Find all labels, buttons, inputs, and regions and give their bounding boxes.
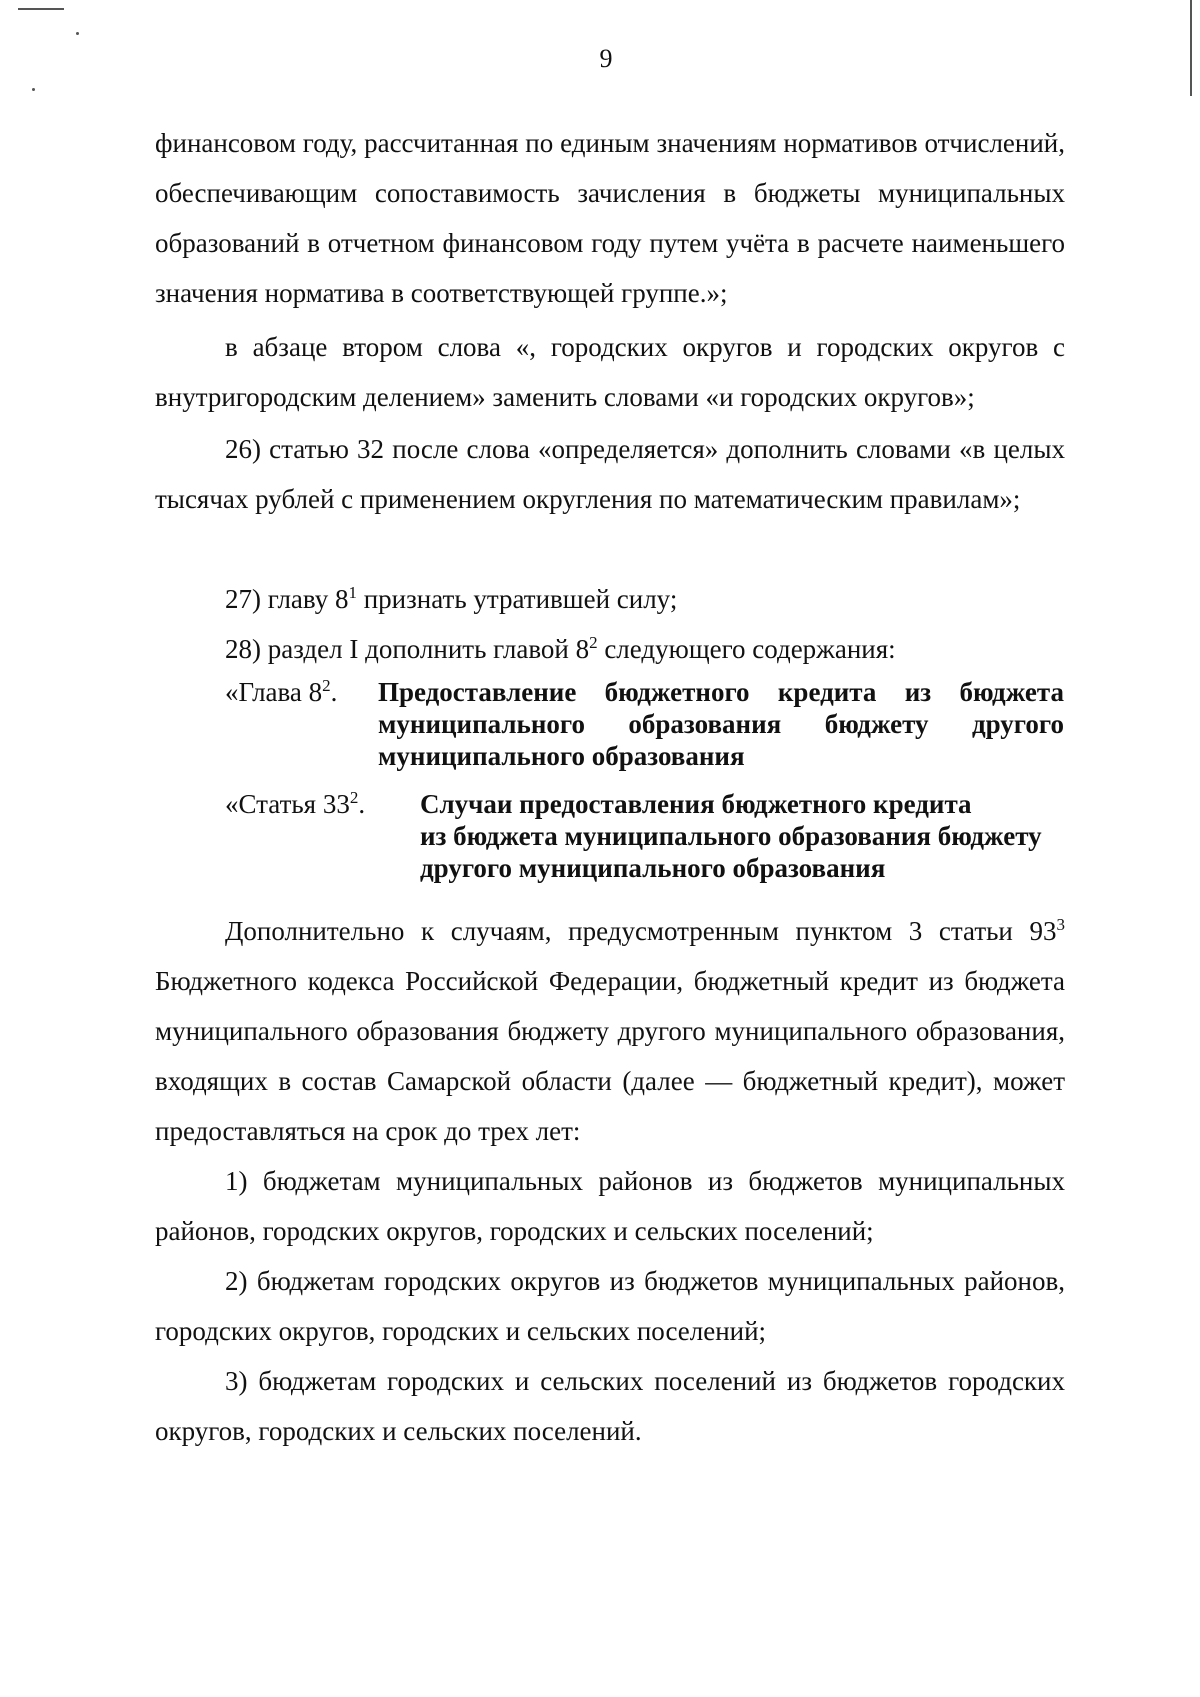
article-label: «Статья $33^2$. [225,788,366,819]
paragraph-case-3: 3) бюджетам городских и сельских поселений из бюджетов городских округов, городских и сельских поселений. [155,1366,1065,1446]
page-number: 9 [599,44,613,73]
chapter-title: Предоставление бюджетного кредита из бюджета муниципального образования бюджету другого муниципального образования [378,677,1064,771]
paragraph-article-body: Дополнительно к случаям, предусмотренным пунктом 3 статьи $93^3$ Бюджетного кодекса Российской Федерации, бюджетный кредит из бюджета муниципального образования бюджету другого муниципального образования, входящих в состав Самарской области (далее — бюджетный кредит), может предоставляться на срок до трех лет: [155,915,1065,1146]
scan-artifact-line [18,8,64,10]
paragraph-item-28: 28) раздел I дополнить главой $8^2$ следующего содержания: [225,633,896,664]
paragraph-item-27: 27) главу $8^1$ признать утратившей силу; [225,583,678,614]
paragraph-amendment-second-abzac: в абзаце втором слова «, городских округов и городских округов с внутригородским делением» заменить словами «и городских округов»; [155,332,1065,412]
paragraph-continuation: финансовом году, рассчитанная по единым значениям нормативов отчислений, обеспечивающим сопоставимость зачисления в бюджеты муниципальных образований в отчетном финансовом году путем учёта в расчете наименьшего значения норматива в соответствующей группе.»; [155,128,1065,308]
paragraph-case-1: 1) бюджетам муниципальных районов из бюджетов муниципальных районов, городских округов, городских и сельских поселений; [155,1166,1065,1246]
article-title-line-3: другого муниципального образования [420,853,886,883]
scan-artifact-dot [76,32,79,35]
article-title-line-1: Случаи предоставления бюджетного кредита [420,789,972,819]
scan-artifact-dot [32,88,35,91]
paragraph-item-26: 26) статью 32 после слова «определяется» дополнить словами «в целых тысячах рублей с применением округления по математическим правилам»; [155,434,1065,514]
chapter-label: «Глава $8^2$. [225,676,338,707]
article-title-line-2: из бюджета муниципального образования бюджету [420,821,1042,851]
paragraph-case-2: 2) бюджетам городских округов из бюджетов муниципальных районов, городских округов, городских и сельских поселений; [155,1266,1065,1346]
